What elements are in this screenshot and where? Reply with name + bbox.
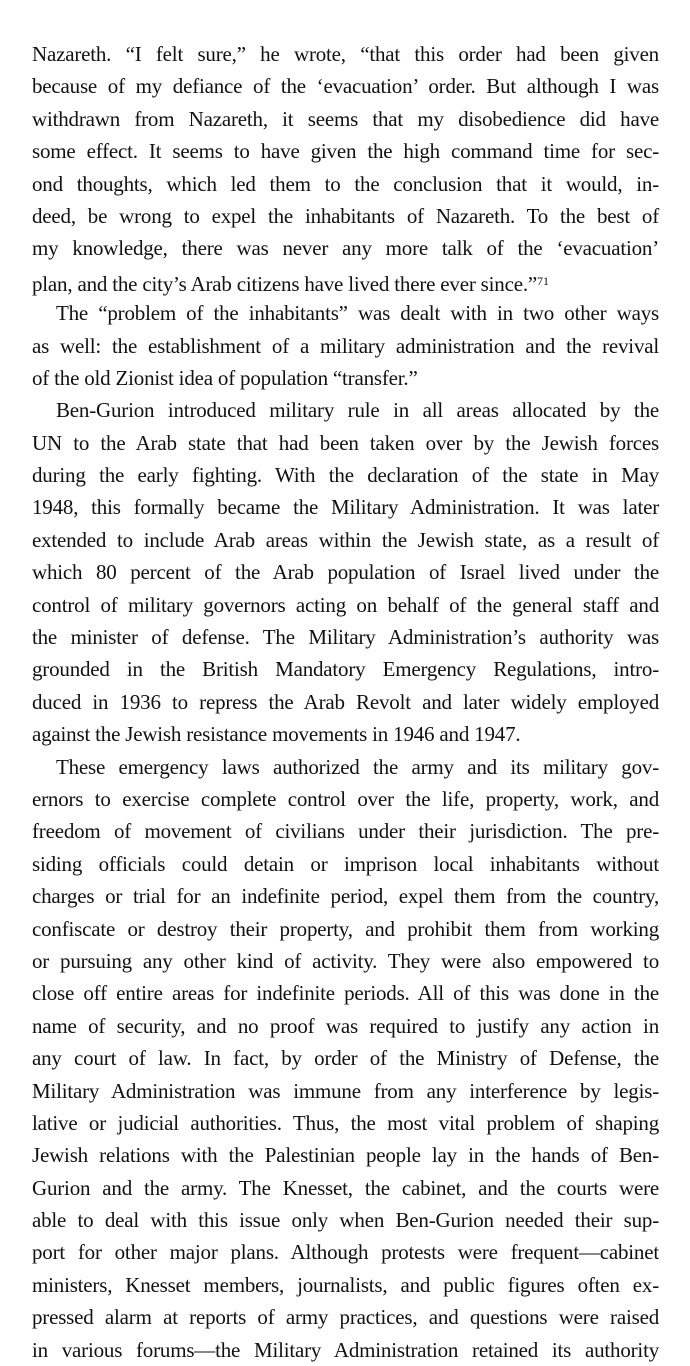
line-text: because of my defiance of the ‘evacuation’ order. But although I was <box>32 74 659 99</box>
line-text: against the Jewish resistance movements in 1946 and 1947. <box>32 722 521 747</box>
line-text: Ben-Gurion introduced military rule in all areas allocated by the <box>56 398 659 423</box>
text-line <box>32 977 659 1009</box>
text-line <box>32 200 659 232</box>
line-text: charges or trial for an indefinite period, expel them from the country, <box>32 884 659 909</box>
paragraph-first-line <box>32 394 659 426</box>
text-line <box>32 1204 659 1236</box>
text-line <box>32 686 659 718</box>
text-line <box>32 1172 659 1204</box>
text-line <box>32 815 659 847</box>
line-text: Nazareth. “I felt sure,” he wrote, “that this order had been given <box>32 42 659 66</box>
text-line <box>32 945 659 977</box>
text-line <box>32 783 659 815</box>
line-text: ond thoughts, which led them to the conclusion that it would, in- <box>32 171 659 196</box>
line-text: pressed alarm at reports of army practices, and questions were raised <box>32 1305 659 1330</box>
line-text: of the old Zionist idea of population “transfer.” <box>32 365 418 390</box>
line-text: any court of law. In fact, by order of the Ministry of Defense, the <box>32 1046 659 1071</box>
text-line <box>32 459 659 491</box>
footnote-marker[interactable]: 71 <box>537 273 549 288</box>
text-line <box>32 653 659 685</box>
book-page-body <box>32 38 659 1366</box>
line-text: ministers, Knesset members, journalists, and public figures often ex- <box>32 1272 659 1297</box>
line-text: deed, be wrong to expel the inhabitants of Nazareth. To the best of <box>32 203 659 228</box>
line-text: 1948, this formally became the Military Administration. It was later <box>32 495 659 520</box>
paragraph-first-line <box>32 751 659 783</box>
line-text: able to deal with this issue only when Ben-Gurion needed their sup- <box>32 1208 659 1233</box>
line-text: as well: the establishment of a military administration and the revival <box>32 333 659 358</box>
line-text: duced in 1936 to repress the Arab Revolt and later widely employed <box>32 689 659 714</box>
text-line <box>32 848 659 880</box>
line-text: my knowledge, there was never any more talk of the ‘evacuation’ <box>32 236 659 261</box>
text-line <box>32 38 659 70</box>
text-line <box>32 556 659 588</box>
line-text: the minister of defense. The Military Administration’s authority was <box>32 625 659 650</box>
line-text: UN to the Arab state that had been taken over by the Jewish forces <box>32 430 659 455</box>
text-line <box>32 621 659 653</box>
text-line <box>32 1010 659 1042</box>
line-text: control of military governors acting on behalf of the general staff and <box>32 592 659 617</box>
line-text: plan, and the city’s Arab citizens have lived there ever since.” <box>32 271 537 296</box>
line-text: in various forums—the Military Administration retained its authority <box>32 1337 659 1362</box>
text-line <box>32 1139 659 1171</box>
text-line <box>32 1301 659 1333</box>
line-text: Gurion and the army. The Knesset, the cabinet, and the courts were <box>32 1175 659 1200</box>
text-line <box>32 70 659 102</box>
line-text: grounded in the British Mandatory Emergency Regulations, intro- <box>32 657 659 682</box>
text-line <box>32 1334 659 1366</box>
paragraph-first-line <box>32 297 659 329</box>
text-line <box>32 491 659 523</box>
line-text: lative or judicial authorities. Thus, the most vital problem of shaping <box>32 1110 659 1135</box>
line-text: ernors to exercise complete control over the life, property, work, and <box>32 786 659 811</box>
text-line <box>32 1042 659 1074</box>
line-text: name of security, and no proof was required to justify any action in <box>32 1013 659 1038</box>
text-line <box>32 589 659 621</box>
text-line <box>32 168 659 200</box>
text-line <box>32 330 659 362</box>
text-line <box>32 135 659 167</box>
text-line <box>32 718 659 750</box>
text-line <box>32 427 659 459</box>
line-text: some effect. It seems to have given the high command time for sec- <box>32 139 659 164</box>
line-text: siding officials could detain or imprison local inhabitants without <box>32 851 659 876</box>
text-line <box>32 913 659 945</box>
line-text: which 80 percent of the Arab population of Israel lived under the <box>32 560 659 585</box>
line-text: Jewish relations with the Palestinian people lay in the hands of Ben- <box>32 1143 659 1168</box>
line-text: freedom of movement of civilians under their jurisdiction. The pre- <box>32 819 659 844</box>
line-text: or pursuing any other kind of activity. They were also empowered to <box>32 948 659 973</box>
line-text: port for other major plans. Although protests were frequent—cabinet <box>32 1240 659 1265</box>
line-text: These emergency laws authorized the army and its military gov- <box>56 754 659 779</box>
text-line <box>32 362 659 394</box>
line-text: Military Administration was immune from any interference by legis- <box>32 1078 659 1103</box>
text-line <box>32 232 659 264</box>
text-line <box>32 1075 659 1107</box>
text-line <box>32 1107 659 1139</box>
line-text: close off entire areas for indefinite periods. All of this was done in the <box>32 981 659 1006</box>
text-line <box>32 524 659 556</box>
text-line <box>32 265 659 297</box>
line-text: extended to include Arab areas within the Jewish state, as a result of <box>32 527 659 552</box>
line-text: withdrawn from Nazareth, it seems that my disobedience did have <box>32 106 659 131</box>
text-line <box>32 1269 659 1301</box>
text-line <box>32 103 659 135</box>
text-line <box>32 1236 659 1268</box>
line-text: confiscate or destroy their property, and prohibit them from working <box>32 916 659 941</box>
text-line <box>32 880 659 912</box>
line-text: The “problem of the inhabitants” was dealt with in two other ways <box>56 301 659 326</box>
line-text: during the early fighting. With the declaration of the state in May <box>32 463 659 488</box>
